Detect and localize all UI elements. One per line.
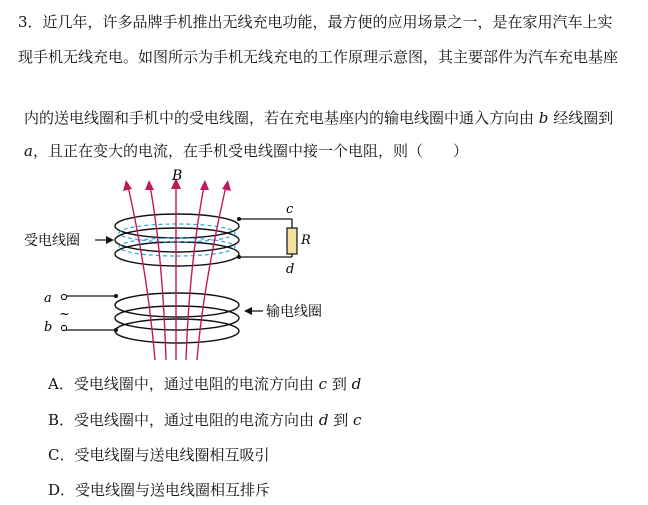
label-receive-coil: 受电线圈 — [24, 233, 80, 249]
option-b-from: d — [318, 411, 329, 429]
label-a: a — [44, 291, 52, 306]
question-line-3-text-a: 内的送电线圈和手机中的受电线圈，若在充电基座内的输电线圈中通入方向由 — [24, 109, 535, 127]
terminal-d-dot — [237, 255, 241, 259]
terminal-a — [61, 294, 66, 299]
label-d: d — [286, 262, 295, 277]
transmit-joint-top — [114, 294, 118, 298]
resistor-circuit — [239, 219, 292, 257]
transmit-coil — [115, 293, 239, 343]
question-line-1: 3．近几年，许多品牌手机推出无线充电功能，最方便的应用场景之一，是在家用汽车上实 — [18, 13, 613, 31]
option-c[interactable]: C．受电线圈与送电线圈相互吸引 — [48, 446, 270, 464]
option-a[interactable] — [48, 374, 361, 394]
transmit-joint-bottom — [114, 328, 118, 332]
option-a-text: A．受电线圈中，通过电阻的电流方向由 — [48, 375, 314, 393]
option-a-to: d — [351, 375, 362, 393]
option-a-mid: 到 — [331, 375, 347, 393]
resistor — [287, 228, 297, 254]
option-b-to: c — [353, 411, 362, 429]
receive-coil — [115, 214, 239, 266]
option-a-from: c — [318, 375, 328, 393]
option-d[interactable]: D．受电线圈与送电线圈相互排斥 — [48, 481, 271, 499]
option-b-mid: 到 — [333, 411, 349, 429]
terminal-b — [61, 325, 66, 330]
magnetic-field-lines — [128, 186, 226, 360]
terminal-b-ref: b — [538, 109, 549, 127]
label-b: b — [44, 320, 53, 335]
question-line-2: 现手机无线充电。如图所示为手机无线充电的工作原理示意图，其主要部件为汽车充电基座 — [18, 48, 619, 66]
label-c: c — [286, 202, 294, 217]
label-R: R — [301, 233, 311, 248]
terminal-a-ref: a — [24, 142, 33, 160]
transmit-coil-pointer — [244, 307, 263, 315]
option-b[interactable] — [48, 410, 361, 430]
question-line-4-text: ，且正在变大的电流，在手机受电线圈中接一个电阻，则（ ） — [32, 142, 468, 160]
label-transmit-coil: 输电线圈 — [266, 304, 322, 320]
ac-source-symbol: ~ — [59, 307, 70, 322]
question-line-3-text-c: 经线圈到 — [553, 109, 614, 127]
terminal-c-dot — [237, 217, 241, 221]
receive-coil-pointer — [95, 236, 114, 244]
label-B: B — [172, 168, 183, 184]
option-b-text: B．受电线圈中，通过电阻的电流方向由 — [48, 411, 315, 429]
transmit-coil-wires — [66, 296, 116, 330]
